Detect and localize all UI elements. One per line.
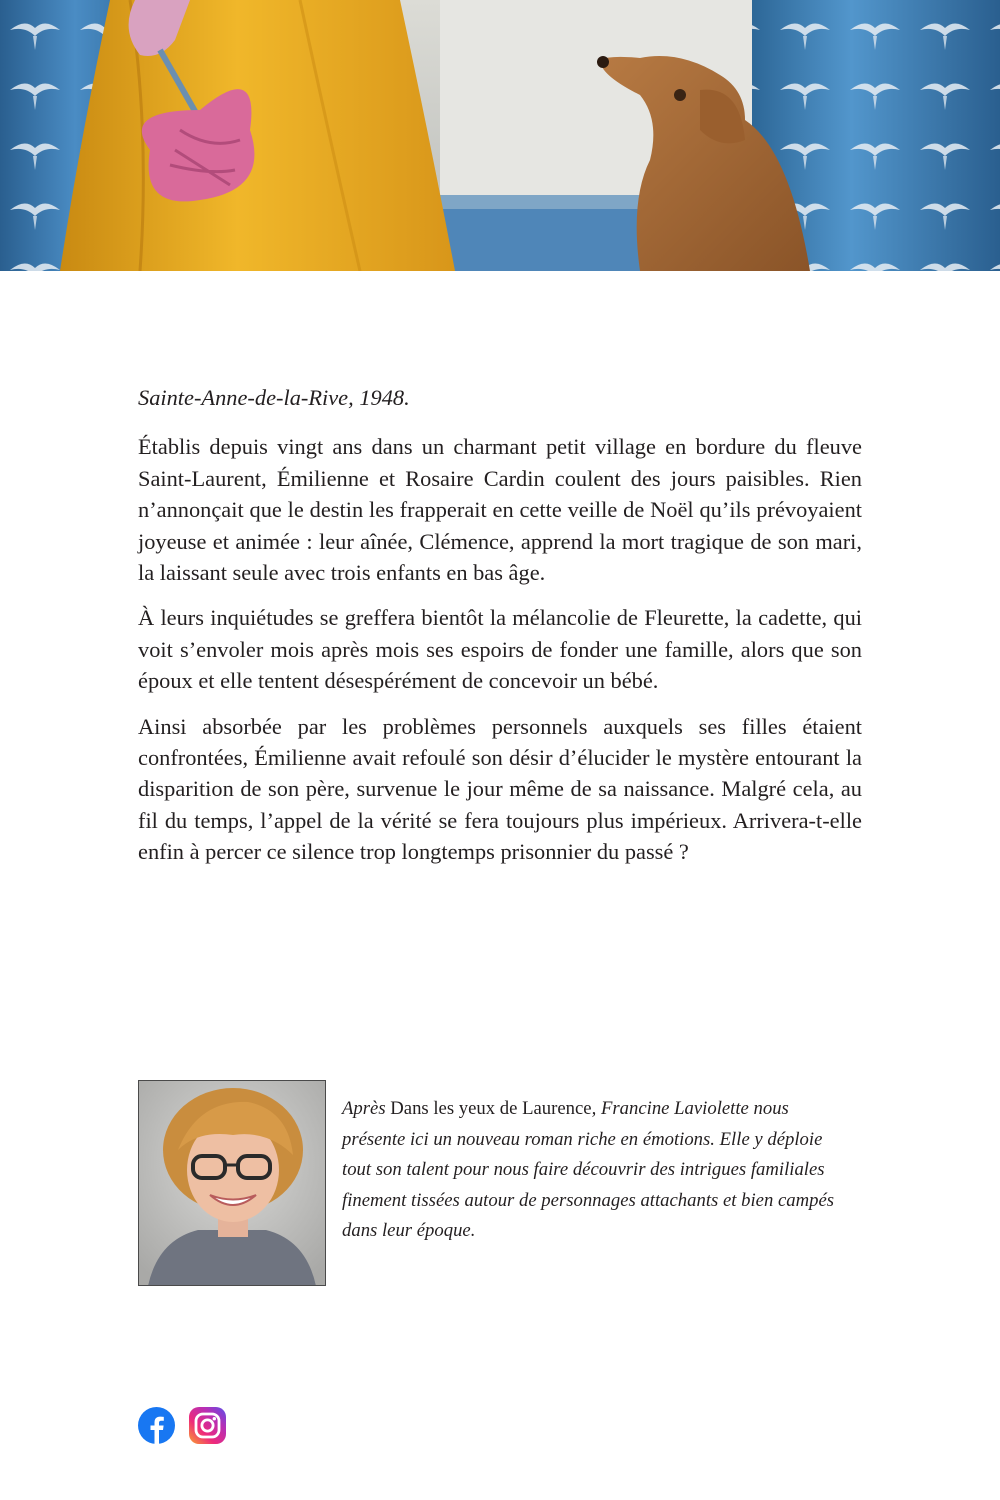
author-photo: [138, 1080, 326, 1286]
facebook-icon[interactable]: [138, 1407, 175, 1444]
book-blurb: [138, 382, 862, 882]
instagram-icon[interactable]: [189, 1407, 226, 1444]
blurb-paragraph-3: Ainsi absorbée par les problèmes personnels auxquels ses filles étaient confrontées, Émilienne avait refoulé son désir d’élucider le mystère entourant la disparition de son père, survenue le jour même de sa naissance. Malgré cela, au fil du temps, l’appel de la vérité se fera toujours plus impérieux. Arrivera-t-elle enfin à percer ce silence trop longtemps prisonnier du passé ?: [138, 713, 862, 865]
previous-book-title: Dans les yeux de Laurence: [390, 1098, 592, 1119]
blurb-paragraph-1: Établis depuis vingt ans dans un charmant petit village en bordure du fleuve Saint-Laurent, Émilienne et Rosaire Cardin coulent des jours paisibles. Rien n’annonçait que le destin les frapperait en cette veille de Noël qu’ils prévoyaient joyeuse et animée : leur aînée, Clémence, apprend la mort tragique de son mari, la laissant seule avec trois enfants en bas âge.: [138, 434, 862, 586]
cover-illustration: [0, 0, 1000, 271]
bio-intro: Après: [342, 1098, 391, 1119]
bio-rest: , Francine Laviolette nous présente ici un nouveau roman riche en émotions. Elle y déploie tout son talent pour nous faire découvrir des intrigues familiales finement tissées autour de personnages attachants et bien campés dans leur époque.: [342, 1098, 835, 1241]
blurb-paragraph-2: À leurs inquiétudes se greffera bientôt la mélancolie de Fleurette, la cadette, qui voit s’envoler mois après mois ses espoirs de fonder une famille, alors que son époux et elle tentent désespérément de concevoir un bébé.: [138, 605, 862, 694]
place-date: Sainte-Anne-de-la-Rive, 1948.: [138, 385, 410, 410]
author-bio: [342, 1094, 842, 1247]
